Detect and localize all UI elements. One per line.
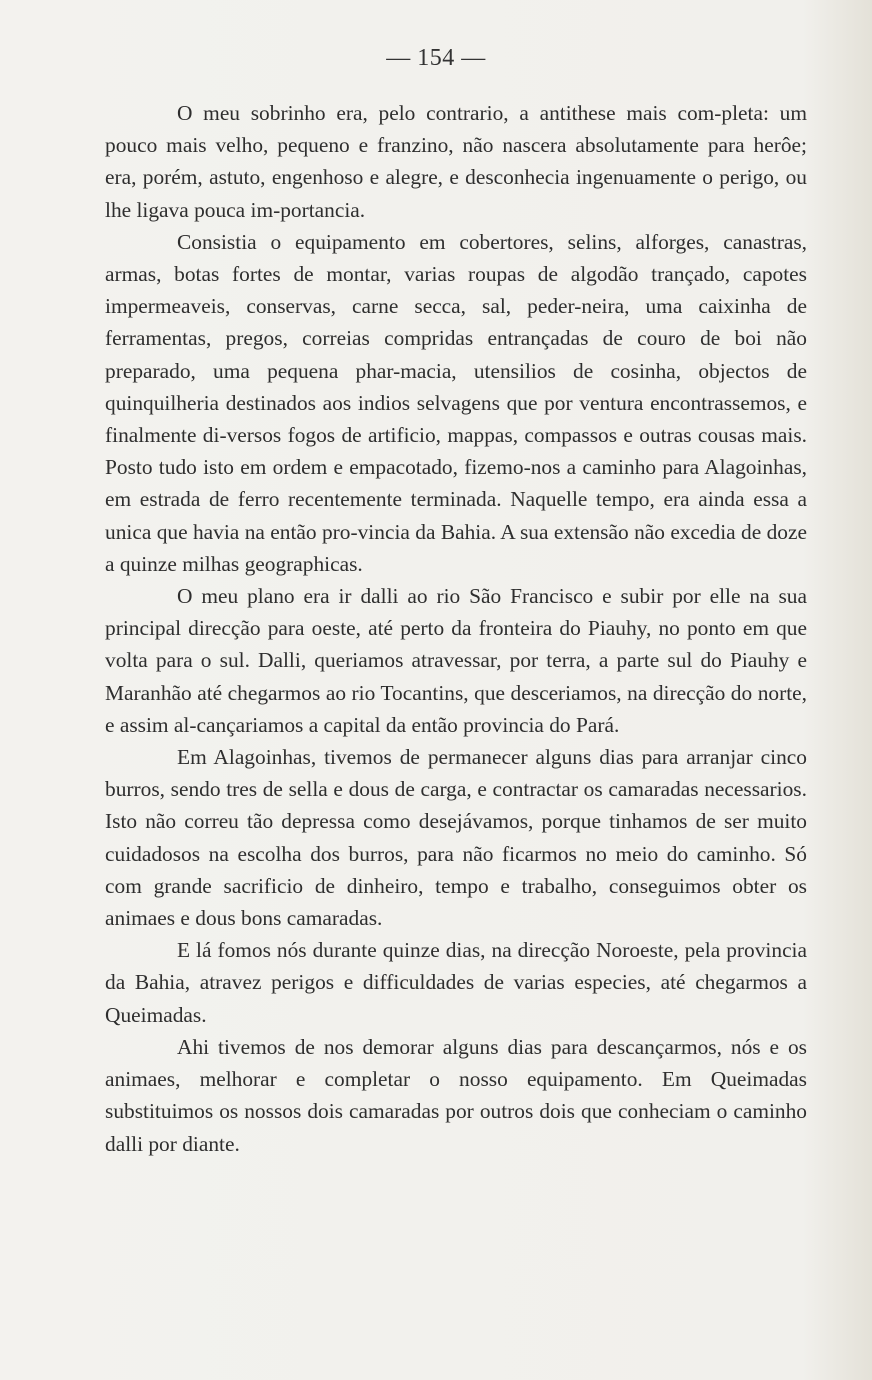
body-text xyxy=(105,97,807,1160)
page-number: — 154 — xyxy=(386,45,486,71)
paragraph: Ahi tivemos de nos demorar alguns dias para descançarmos, nós e os animaes, melhorar e completar o nosso equipamento. Em Queimadas substituimos os nossos dois camaradas por outros dois que conheciam o caminho dalli por diante. xyxy=(105,1034,807,1156)
paragraph: Em Alagoinhas, tivemos de permanecer alguns dias para arranjar cinco burros, sendo tres de sella e dous de carga, e contractar os camaradas necessarios. Isto não correu tão depressa como desejávamos, porque tinhamos de ser muito cuidadosos na escolha dos burros, para não ficarmos no meio do caminho. Só com grande sacrificio de dinheiro, tempo e trabalho, conseguimos obter os animaes e dous bons camaradas. xyxy=(105,745,807,931)
paragraph: O meu sobrinho era, pelo contrario, a antithese mais com-pleta: um pouco mais velho, pequeno e franzino, não nascera absolutamente para herôe; era, porém, astuto, engenhoso e alegre, e desconhecia ingenuamente o perigo, ou lhe ligava pouca im-portancia. xyxy=(105,101,807,222)
paragraph: O meu plano era ir dalli ao rio São Francisco e subir por elle na sua principal direcção para oeste, até perto da fronteira do Piauhy, no ponto em que volta para o sul. Dalli, queriamos atravessar, por terra, a parte sul do Piauhy e Maranhão até chegarmos ao rio Tocantins, que desceriamos, na direcção do norte, e assim al-cançariamos a capital da então provincia do Pará. xyxy=(105,584,807,737)
paragraph: E lá fomos nós durante quinze dias, na direcção Noroeste, pela provincia da Bahia, atravez perigos e difficuldades de varias especies, até chegarmos a Queimadas. xyxy=(105,938,807,1027)
paragraph: Consistia o equipamento em cobertores, selins, alforges, canastras, armas, botas fortes de montar, varias roupas de algodão trançado, capotes impermeaveis, conservas, carne secca, sal, peder-neira, uma caixinha de ferramentas, pregos, correias compridas entrançadas de couro de boi não preparado, uma pequena phar-macia, utensilios de cosinha, objectos de quinquilheria destinados aos indios selvagens que por ventura encontrassemos, e finalmente di-versos fogos de artificio, mappas, compassos e outras cousas mais. Posto tudo isto em ordem e empacotado, fizemo-nos a caminho para Alagoinhas, em estrada de ferro recentemente terminada. Naquelle tempo, era ainda essa a unica que havia na então pro-vincia da Bahia. A sua extensão não excedia de doze a quinze milhas geographicas. xyxy=(105,229,807,576)
